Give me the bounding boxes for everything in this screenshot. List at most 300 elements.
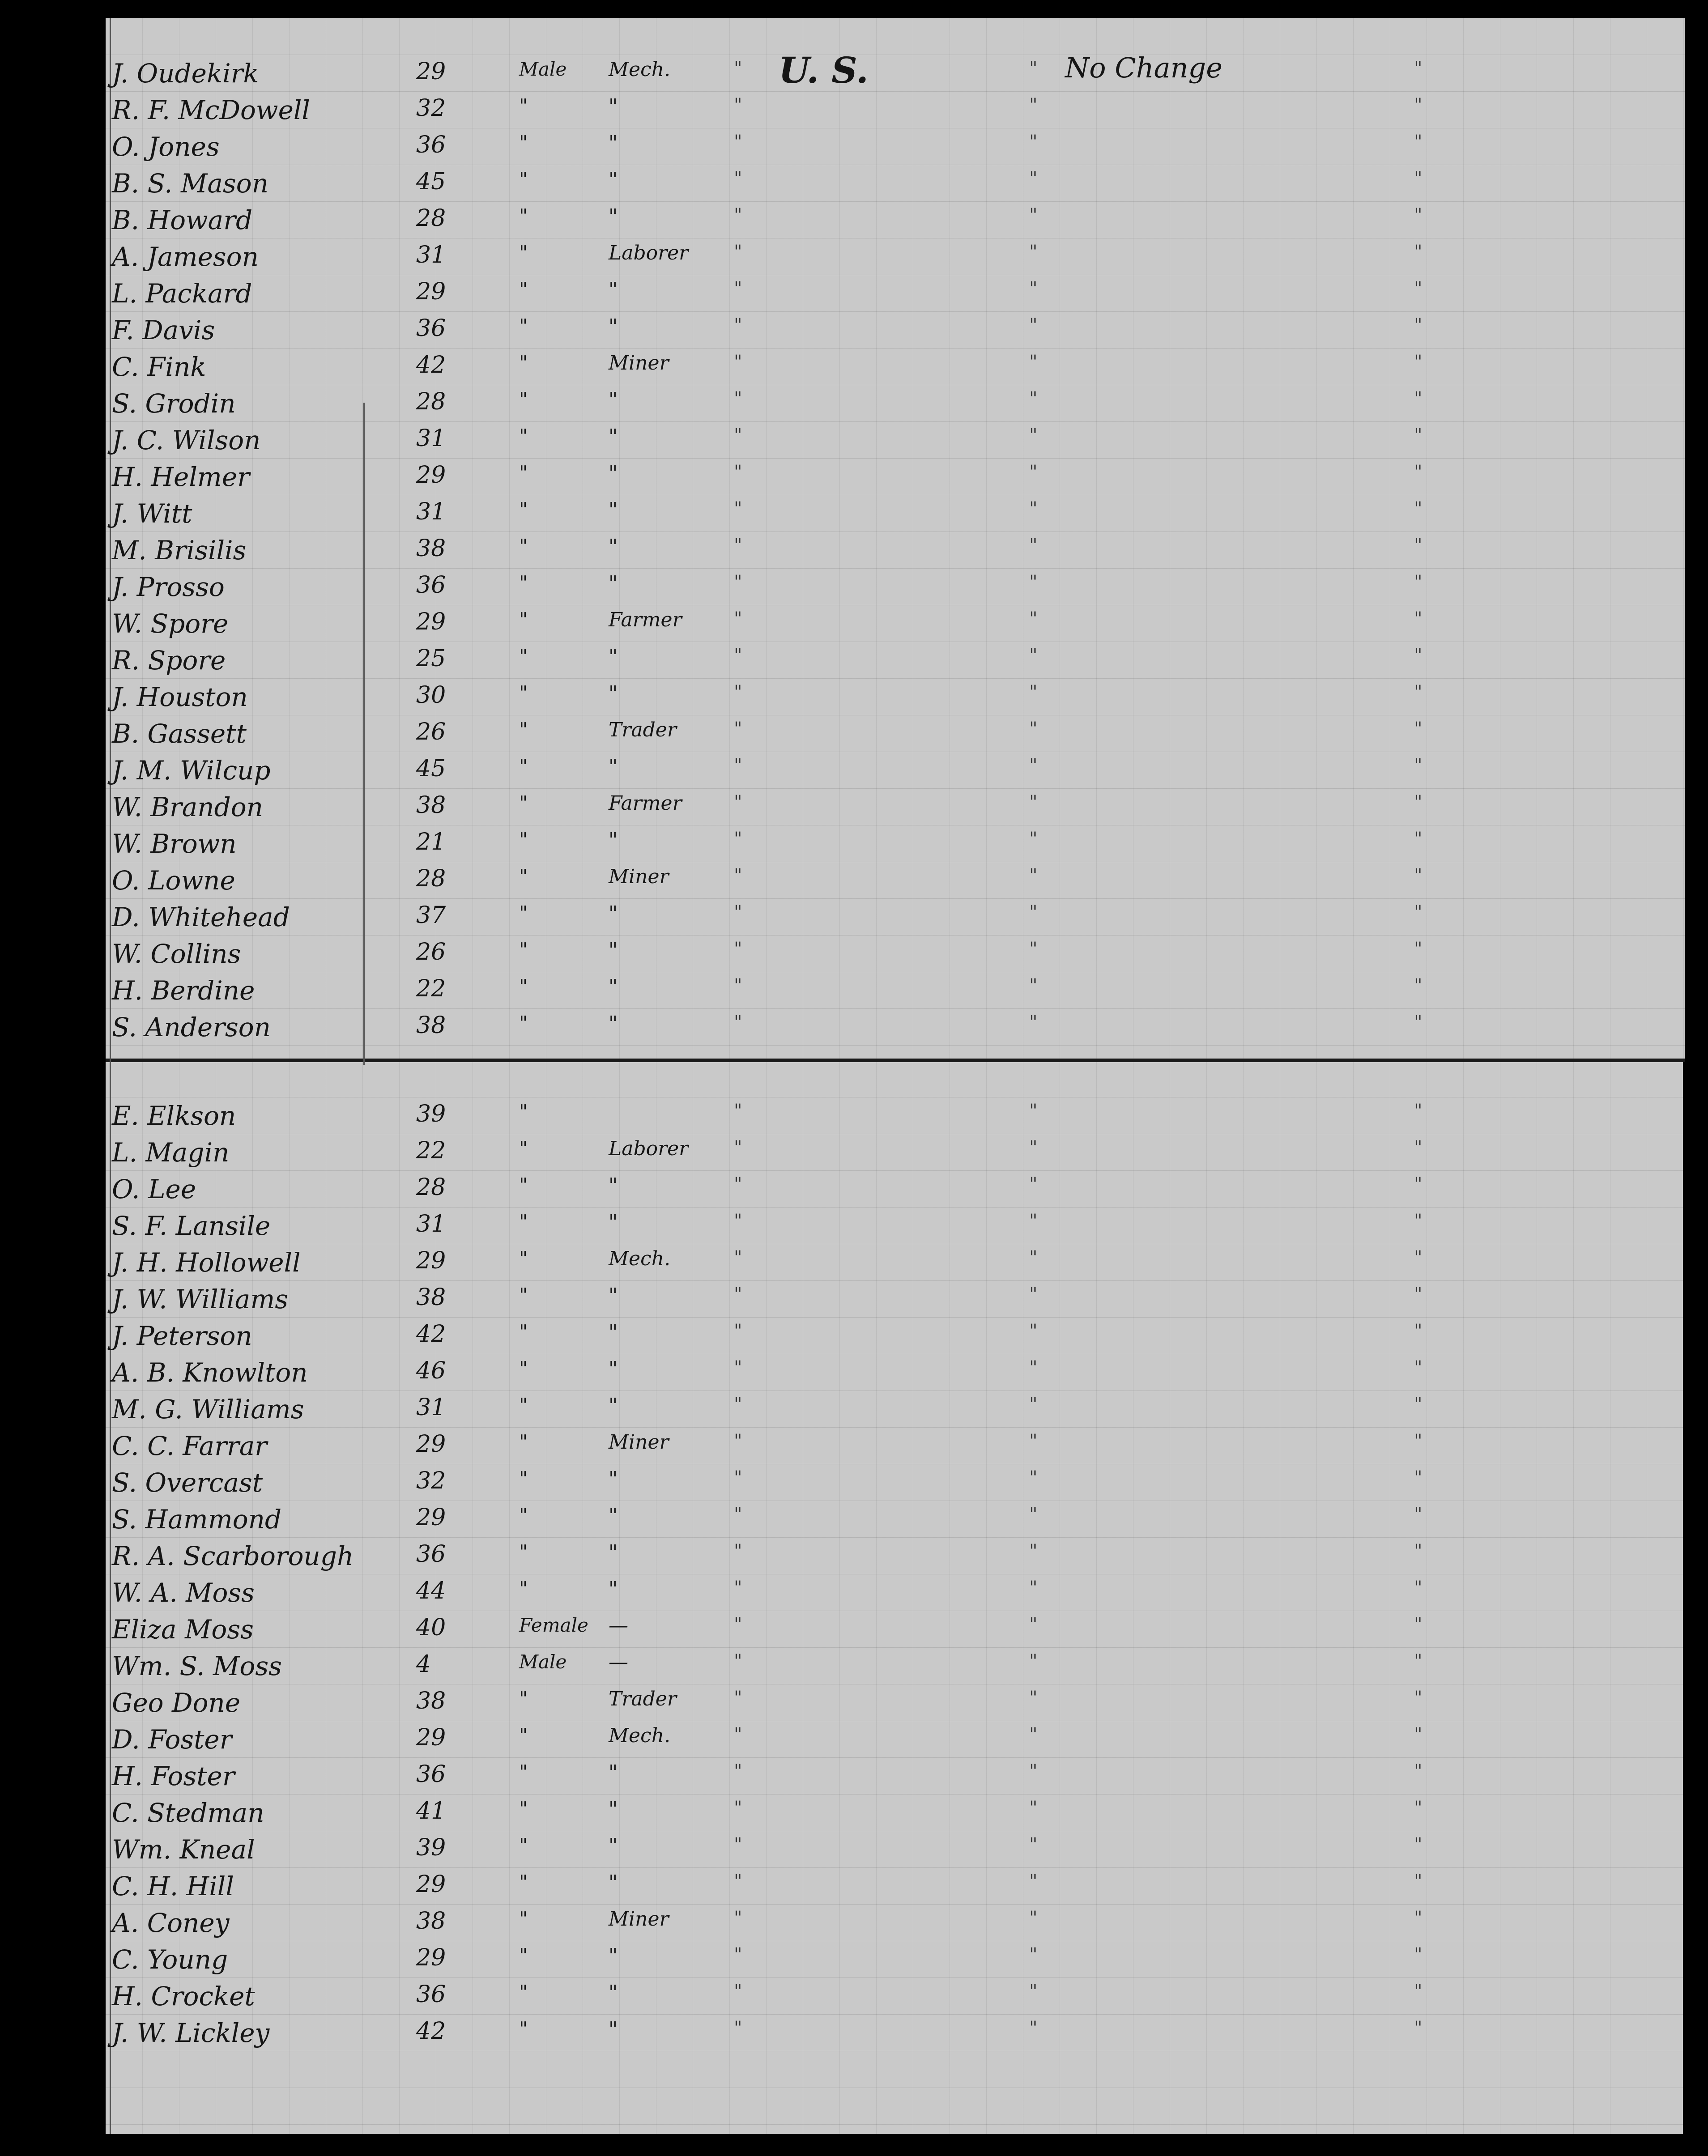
entry-occupation: " — [609, 168, 618, 191]
entry-age: 38 — [416, 535, 446, 562]
ditto-mark-col-3: " — [1414, 608, 1423, 629]
ditto-mark-col-1: " — [734, 1541, 742, 1561]
ditto-mark-col-1: " — [734, 1247, 742, 1268]
entry-sex: " — [519, 1211, 528, 1233]
entry-occupation: " — [609, 535, 618, 558]
register-row — [112, 1321, 1633, 1357]
entry-occupation: " — [609, 1321, 618, 1344]
entry-age: 28 — [416, 388, 446, 415]
entry-name: M. G. Williams — [112, 1394, 304, 1425]
entry-occupation: Farmer — [609, 608, 682, 631]
entry-age: 36 — [416, 1981, 446, 2008]
entry-age: 36 — [416, 1541, 446, 1568]
entry-sex: " — [519, 278, 528, 300]
entry-occupation: " — [609, 315, 618, 338]
ditto-mark-col-3: " — [1414, 1467, 1423, 1488]
register-row — [112, 608, 1633, 644]
entry-name: Geo Done — [112, 1688, 241, 1718]
ditto-mark-col-2: " — [1029, 902, 1038, 923]
entry-name: C. Young — [112, 1944, 228, 1975]
entry-name: J. H. Hollowell — [112, 1247, 301, 1278]
entry-name: S. Hammond — [112, 1504, 282, 1535]
ditto-mark-col-1: " — [734, 1284, 742, 1305]
ditto-mark-col-3: " — [1414, 1761, 1423, 1782]
ditto-mark-col-2: " — [1029, 132, 1038, 152]
ditto-mark-col-3: " — [1414, 315, 1423, 336]
register-row — [112, 1211, 1633, 1246]
ditto-mark-col-2: " — [1029, 278, 1038, 299]
register-row — [112, 278, 1633, 314]
ditto-mark-col-3: " — [1414, 1944, 1423, 1965]
entry-name: C. Stedman — [112, 1798, 264, 1828]
ditto-mark-col-1: " — [734, 2018, 742, 2038]
entry-name: R. A. Scarborough — [112, 1541, 354, 1571]
register-row — [112, 535, 1633, 571]
entry-name: H. Helmer — [112, 462, 250, 492]
register-row — [112, 1724, 1633, 1760]
entry-occupation: " — [609, 975, 618, 998]
ditto-mark-col-1: " — [734, 425, 742, 446]
entry-occupation: " — [609, 278, 618, 301]
ditto-mark-col-3: " — [1414, 2018, 1423, 2038]
entry-age: 26 — [416, 719, 446, 745]
ditto-mark-col-3: " — [1414, 1012, 1423, 1033]
ditto-mark-col-1: " — [734, 1394, 742, 1415]
register-row — [112, 242, 1633, 277]
entry-name: W. Collins — [112, 939, 241, 969]
ditto-mark-col-1: " — [734, 1908, 742, 1928]
ditto-mark-col-1: " — [734, 1944, 742, 1965]
ditto-mark-col-3: " — [1414, 572, 1423, 592]
register-row — [112, 462, 1633, 498]
ditto-mark-col-3: " — [1414, 168, 1423, 189]
ditto-mark-col-3: " — [1414, 1321, 1423, 1341]
ditto-mark-col-3: " — [1414, 719, 1423, 739]
register-row — [112, 1578, 1633, 1613]
entry-sex: " — [519, 315, 528, 337]
entry-sex: " — [519, 829, 528, 850]
entry-occupation: Mech. — [609, 58, 671, 81]
entry-sex: " — [519, 1578, 528, 1599]
entry-name: W. Brandon — [112, 792, 264, 822]
entry-sex: " — [519, 425, 528, 447]
ditto-mark-col-2: " — [1029, 1012, 1038, 1033]
ditto-mark-col-1: " — [734, 939, 742, 959]
ditto-mark-col-2: " — [1029, 975, 1038, 996]
entry-sex: Male — [519, 1651, 567, 1673]
ditto-mark-col-1: " — [734, 975, 742, 996]
entry-name: C. Fink — [112, 352, 206, 382]
entry-age: 45 — [416, 755, 446, 782]
register-row — [112, 865, 1633, 901]
entry-age: 38 — [416, 1688, 446, 1714]
ditto-mark-col-1: " — [734, 1981, 742, 2002]
entry-age: 28 — [416, 1174, 446, 1201]
ditto-mark-col-3: " — [1414, 865, 1423, 886]
ditto-mark-col-2: " — [1029, 1504, 1038, 1525]
entry-age: 38 — [416, 1284, 446, 1311]
entry-occupation: " — [609, 1834, 618, 1857]
entry-sex: Female — [519, 1614, 588, 1636]
ditto-mark-col-3: " — [1414, 755, 1423, 776]
register-row — [112, 1761, 1633, 1797]
entry-sex: " — [519, 1467, 528, 1489]
ditto-mark-col-3: " — [1414, 242, 1423, 262]
entry-age: 44 — [416, 1578, 446, 1604]
ditto-mark-col-3: " — [1414, 1211, 1423, 1231]
entry-name: J. C. Wilson — [112, 425, 261, 455]
entry-name: S. Anderson — [112, 1012, 271, 1042]
entry-age: 46 — [416, 1357, 446, 1384]
entry-age: 29 — [416, 608, 446, 635]
entry-occupation: " — [609, 498, 618, 521]
register-row — [112, 1357, 1633, 1393]
ditto-mark-col-3: " — [1414, 1908, 1423, 1928]
ditto-mark-col-3: " — [1414, 829, 1423, 849]
entry-age: 39 — [416, 1834, 446, 1861]
ditto-mark-col-3: " — [1414, 1981, 1423, 2002]
entry-age: 29 — [416, 58, 446, 85]
entry-age: 29 — [416, 278, 446, 305]
entry-name: B. Howard — [112, 205, 253, 235]
ditto-mark-col-3: " — [1414, 498, 1423, 519]
entry-name: D. Foster — [112, 1724, 232, 1755]
entry-name: L. Magin — [112, 1137, 230, 1168]
ditto-mark-col-3: " — [1414, 278, 1423, 299]
entry-occupation: Laborer — [609, 1137, 689, 1160]
ditto-mark-col-2: " — [1029, 58, 1038, 79]
entry-age: 42 — [416, 1321, 446, 1348]
entry-occupation: " — [609, 1012, 618, 1035]
ditto-mark-col-2: " — [1029, 425, 1038, 446]
entry-age: 26 — [416, 939, 446, 965]
entry-age: 42 — [416, 352, 446, 378]
ditto-mark-col-2: " — [1029, 2018, 1038, 2038]
register-row — [112, 1688, 1633, 1723]
ditto-mark-col-3: " — [1414, 1504, 1423, 1525]
entry-name: J. Oudekirk — [112, 58, 259, 89]
register-row — [112, 1541, 1633, 1577]
entry-sex: " — [519, 1357, 528, 1379]
ditto-mark-col-3: " — [1414, 1834, 1423, 1855]
entry-occupation: " — [609, 829, 618, 851]
entry-name: H. Foster — [112, 1761, 235, 1791]
entry-sex: " — [519, 1504, 528, 1526]
register-row — [112, 58, 1633, 94]
entry-occupation: Miner — [609, 1908, 669, 1931]
ditto-mark-col-3: " — [1414, 1578, 1423, 1598]
ditto-mark-col-1: " — [734, 1871, 742, 1892]
entry-sex: " — [519, 1321, 528, 1343]
register-row — [112, 1944, 1633, 1980]
entry-sex: " — [519, 168, 528, 190]
ditto-mark-col-1: " — [734, 1761, 742, 1782]
entry-age: 32 — [416, 95, 446, 122]
entry-name: Wm. S. Moss — [112, 1651, 282, 1681]
ditto-mark-col-3: " — [1414, 205, 1423, 225]
entry-sex: " — [519, 1944, 528, 1966]
ditto-mark-col-1: " — [734, 168, 742, 189]
register-row — [112, 1834, 1633, 1870]
ditto-mark-col-2: " — [1029, 1798, 1038, 1818]
ditto-mark-col-2: " — [1029, 865, 1038, 886]
ditto-mark-col-2: " — [1029, 388, 1038, 409]
register-row — [112, 719, 1633, 754]
ditto-mark-col-2: " — [1029, 792, 1038, 812]
ditto-mark-col-1: " — [734, 535, 742, 556]
birthplace-header: U. S. — [779, 49, 869, 91]
entry-sex: " — [519, 1871, 528, 1893]
entry-occupation: " — [609, 755, 618, 778]
entry-name: D. Whitehead — [112, 902, 290, 932]
entry-age: 31 — [416, 425, 446, 452]
ditto-mark-col-2: " — [1029, 608, 1038, 629]
ditto-mark-col-1: " — [734, 1578, 742, 1598]
entry-occupation: " — [609, 95, 618, 118]
ditto-mark-col-2: " — [1029, 1761, 1038, 1782]
register-row — [112, 1467, 1633, 1503]
ditto-mark-col-3: " — [1414, 645, 1423, 666]
ditto-mark-col-1: " — [734, 1012, 742, 1033]
entry-age: 36 — [416, 572, 446, 599]
entry-sex: " — [519, 1101, 528, 1123]
entry-sex: " — [519, 1137, 528, 1159]
entry-occupation: " — [609, 645, 618, 668]
entry-age: 42 — [416, 2018, 446, 2045]
entry-occupation: " — [609, 939, 618, 961]
ditto-mark-col-2: " — [1029, 315, 1038, 336]
entry-sex: " — [519, 1394, 528, 1416]
ditto-mark-col-2: " — [1029, 1908, 1038, 1928]
entry-age: 32 — [416, 1467, 446, 1494]
entry-age: 30 — [416, 682, 446, 709]
entry-sex: " — [519, 719, 528, 740]
ditto-mark-col-3: " — [1414, 939, 1423, 959]
entry-occupation: " — [609, 1578, 618, 1600]
entry-occupation: " — [609, 1944, 618, 1967]
ditto-mark-col-1: " — [734, 95, 742, 115]
entry-age: 29 — [416, 1431, 446, 1458]
ditto-mark-col-1: " — [734, 1137, 742, 1158]
ditto-mark-col-3: " — [1414, 1724, 1423, 1745]
entry-sex: " — [519, 865, 528, 887]
entry-occupation: " — [609, 1541, 618, 1564]
ditto-mark-col-2: " — [1029, 1651, 1038, 1671]
entry-occupation: " — [609, 388, 618, 411]
entry-name: B. Gassett — [112, 719, 247, 749]
ditto-mark-col-3: " — [1414, 1101, 1423, 1121]
entry-sex: " — [519, 242, 528, 264]
entry-age: 38 — [416, 792, 446, 819]
ditto-mark-col-3: " — [1414, 1431, 1423, 1451]
entry-age: 36 — [416, 315, 446, 342]
entry-age: 29 — [416, 1871, 446, 1898]
entry-sex: " — [519, 498, 528, 520]
ditto-mark-col-2: " — [1029, 1834, 1038, 1855]
ditto-mark-col-2: " — [1029, 498, 1038, 519]
ditto-mark-col-3: " — [1414, 462, 1423, 482]
entry-occupation: " — [609, 2018, 618, 2041]
entry-age: 29 — [416, 462, 446, 489]
entry-sex: " — [519, 682, 528, 704]
register-row — [112, 572, 1633, 608]
ditto-mark-col-1: " — [734, 58, 742, 79]
entry-name: S. Grodin — [112, 388, 236, 419]
entry-age: 31 — [416, 1211, 446, 1237]
ditto-mark-col-1: " — [734, 682, 742, 702]
entry-name: J. Witt — [112, 498, 192, 529]
entry-name: Eliza Moss — [112, 1614, 254, 1645]
entry-occupation: — — [609, 1651, 628, 1674]
ditto-mark-col-1: " — [734, 865, 742, 886]
ditto-mark-col-1: " — [734, 608, 742, 629]
register-row — [112, 1798, 1633, 1833]
entry-sex: " — [519, 975, 528, 997]
register-row — [112, 792, 1633, 828]
ditto-mark-col-1: " — [734, 792, 742, 812]
ditto-mark-col-2: " — [1029, 205, 1038, 225]
entry-name: L. Packard — [112, 278, 252, 309]
ditto-mark-col-3: " — [1414, 1541, 1423, 1561]
entry-name: F. Davis — [112, 315, 215, 345]
entry-occupation: " — [609, 1871, 618, 1894]
ditto-mark-col-2: " — [1029, 1578, 1038, 1598]
entry-sex: " — [519, 1908, 528, 1930]
ditto-mark-col-1: " — [734, 1504, 742, 1525]
ditto-mark-col-2: " — [1029, 1541, 1038, 1561]
entry-sex: " — [519, 1012, 528, 1034]
entry-occupation: Trader — [609, 719, 677, 741]
ditto-mark-col-3: " — [1414, 1137, 1423, 1158]
ditto-mark-col-2: " — [1029, 1614, 1038, 1635]
ditto-mark-col-2: " — [1029, 755, 1038, 776]
ditto-mark-col-2: " — [1029, 829, 1038, 849]
ditto-mark-col-2: " — [1029, 1321, 1038, 1341]
ditto-mark-col-1: " — [734, 1321, 742, 1341]
register-row — [112, 352, 1633, 387]
register-row — [112, 1431, 1633, 1467]
entry-sex: " — [519, 608, 528, 630]
ditto-mark-col-2: " — [1029, 1247, 1038, 1268]
entry-sex: " — [519, 1431, 528, 1453]
entry-age: 29 — [416, 1504, 446, 1531]
entry-occupation: " — [609, 462, 618, 485]
register-row — [112, 315, 1633, 351]
register-row — [112, 1908, 1633, 1943]
entry-sex: " — [519, 352, 528, 374]
entry-sex: " — [519, 132, 528, 153]
ditto-mark-col-3: " — [1414, 975, 1423, 996]
entry-sex: " — [519, 1834, 528, 1856]
status-header: No Change — [1065, 51, 1222, 84]
entry-name: H. Berdine — [112, 975, 255, 1006]
entry-occupation: Miner — [609, 1431, 669, 1454]
ditto-mark-col-3: " — [1414, 1614, 1423, 1635]
entry-name: J. Prosso — [112, 572, 225, 602]
ditto-mark-col-2: " — [1029, 1467, 1038, 1488]
register-row — [112, 1284, 1633, 1320]
ditto-mark-col-1: " — [734, 242, 742, 262]
entry-sex: " — [519, 388, 528, 410]
entry-age: 31 — [416, 242, 446, 268]
entry-age: 36 — [416, 1761, 446, 1788]
ditto-mark-col-1: " — [734, 1798, 742, 1818]
register-row — [112, 1012, 1633, 1048]
ditto-mark-col-3: " — [1414, 1174, 1423, 1195]
register-row — [112, 975, 1633, 1011]
ditto-mark-col-2: " — [1029, 1101, 1038, 1121]
ditto-mark-col-3: " — [1414, 58, 1423, 79]
ditto-mark-col-2: " — [1029, 242, 1038, 262]
ditto-mark-col-2: " — [1029, 168, 1038, 189]
entry-name: S. Overcast — [112, 1467, 263, 1498]
entry-occupation: " — [609, 682, 618, 705]
entry-sex: " — [519, 572, 528, 594]
entry-age: 45 — [416, 168, 446, 195]
ditto-mark-col-2: " — [1029, 1431, 1038, 1451]
entry-age: 4 — [416, 1651, 431, 1678]
entry-occupation: Miner — [609, 352, 669, 374]
ditto-mark-col-2: " — [1029, 682, 1038, 702]
ditto-mark-col-2: " — [1029, 1944, 1038, 1965]
ditto-mark-col-2: " — [1029, 1137, 1038, 1158]
entry-sex: " — [519, 1724, 528, 1746]
register-row — [112, 1871, 1633, 1907]
ditto-mark-col-3: " — [1414, 902, 1423, 923]
ditto-mark-col-2: " — [1029, 95, 1038, 115]
entry-name: R. F. McDowell — [112, 95, 310, 125]
ditto-mark-col-1: " — [734, 1724, 742, 1745]
entry-age: 29 — [416, 1724, 446, 1751]
register-row — [112, 939, 1633, 974]
entry-name: A. Jameson — [112, 242, 259, 272]
ditto-mark-col-1: " — [734, 498, 742, 519]
entry-occupation: " — [609, 425, 618, 448]
entry-sex: " — [519, 1688, 528, 1709]
entry-name: J. M. Wilcup — [112, 755, 271, 786]
ditto-mark-col-3: " — [1414, 132, 1423, 152]
ditto-mark-col-2: " — [1029, 1394, 1038, 1415]
entry-occupation: " — [609, 1504, 618, 1527]
entry-sex: " — [519, 1981, 528, 2003]
entry-name: W. Brown — [112, 829, 237, 859]
ditto-mark-col-3: " — [1414, 352, 1423, 372]
entry-age: 29 — [416, 1247, 446, 1274]
register-row — [112, 95, 1633, 131]
entry-sex: " — [519, 1541, 528, 1563]
entry-name: A. Coney — [112, 1908, 230, 1938]
ditto-mark-col-1: " — [734, 755, 742, 776]
register-row — [112, 2018, 1633, 2054]
entry-name: J. W. Williams — [112, 1284, 289, 1314]
entry-occupation: " — [609, 1284, 618, 1307]
register-row — [112, 1394, 1633, 1430]
entry-name: C. H. Hill — [112, 1871, 234, 1901]
entry-age: 22 — [416, 1137, 446, 1164]
entry-sex: " — [519, 939, 528, 961]
entry-age: 36 — [416, 132, 446, 158]
ditto-mark-col-2: " — [1029, 572, 1038, 592]
register-row — [112, 132, 1633, 167]
register-row — [112, 1504, 1633, 1540]
entry-age: 38 — [416, 1908, 446, 1935]
ditto-mark-col-1: " — [734, 1688, 742, 1708]
ditto-mark-col-1: " — [734, 1211, 742, 1231]
ditto-mark-col-2: " — [1029, 1981, 1038, 2002]
entry-name: O. Jones — [112, 132, 220, 162]
entry-occupation: Mech. — [609, 1724, 671, 1747]
entry-name: M. Brisilis — [112, 535, 247, 566]
